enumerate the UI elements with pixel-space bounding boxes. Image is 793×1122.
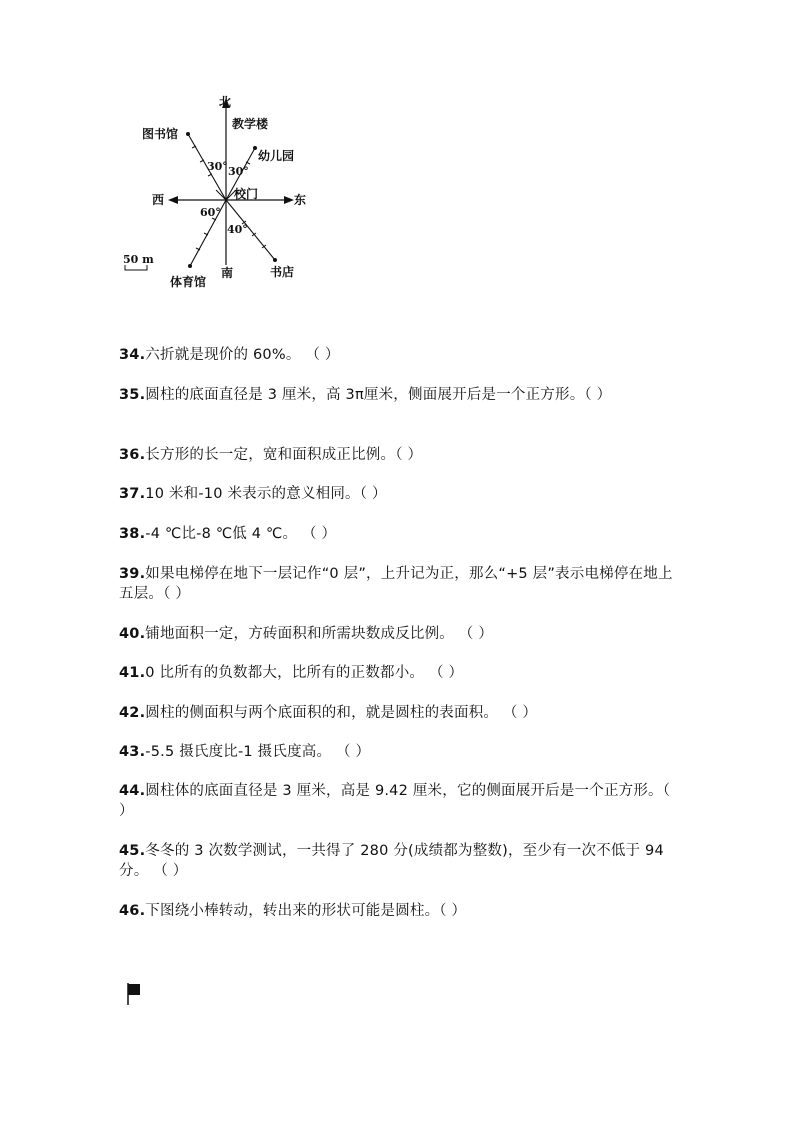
label-angle-gym: 60° [200, 206, 221, 219]
question-46 [119, 901, 679, 921]
question-39 [119, 564, 679, 604]
east-arrowhead [284, 196, 294, 204]
question-44 [119, 781, 679, 821]
library-point [186, 132, 190, 136]
label-north: 北 [219, 95, 232, 109]
question-number: 46. [119, 903, 146, 919]
question-number: 37. [119, 486, 146, 502]
label-east: 东 [294, 193, 307, 207]
question-number: 45. [119, 843, 146, 859]
question-text: 下图绕小棒转动，转出来的形状可能是圆柱。（ ） [145, 903, 467, 919]
question-43 [119, 742, 679, 762]
question-45 [119, 841, 679, 881]
label-scale: 50 m [123, 253, 154, 266]
question-number: 44. [119, 783, 146, 799]
question-text: -5.5 摄氏度比-1 摄氏度高。 （ ） [145, 744, 371, 760]
west-arrowhead [168, 196, 178, 204]
label-angle-bookstore: 40° [227, 223, 248, 236]
question-number: 35. [119, 387, 146, 403]
question-text: 长方形的长一定，宽和面积成正比例。（ ） [145, 447, 423, 463]
flag-rectangle [128, 984, 140, 995]
label-angle-library: 30° [207, 160, 228, 173]
question-text: 圆柱的底面直径是 3 厘米，高 3π厘米，侧面展开后是一个正方形。（ ） [145, 387, 612, 403]
question-text: -4 ℃比-8 ℃低 4 ℃。 （ ） [145, 526, 337, 542]
question-41 [119, 663, 679, 683]
label-south: 南 [221, 266, 234, 280]
question-text: 圆柱的侧面积与两个底面积的和，就是圆柱的表面积。 （ ） [145, 705, 538, 721]
question-number: 38. [119, 526, 146, 542]
question-35 [119, 385, 679, 405]
label-library: 图书馆 [142, 127, 179, 141]
question-number: 42. [119, 705, 146, 721]
question-text: 冬冬的 3 次数学测试，一共得了 280 分(成绩都为整数)，至少有一次不低于 94 分。 （ ） [119, 843, 664, 879]
label-teaching-building: 教学楼 [232, 117, 269, 131]
bookstore-point [273, 258, 277, 262]
label-angle-kindergarten: 30° [228, 165, 249, 178]
flag-stick-figure [126, 983, 142, 1005]
question-36 [119, 445, 679, 465]
direction-map-diagram [112, 90, 322, 295]
label-west: 西 [152, 193, 165, 207]
question-number: 43. [119, 744, 146, 760]
question-40 [119, 624, 679, 644]
question-34 [119, 345, 679, 365]
label-bookstore: 书店 [270, 265, 295, 279]
question-number: 41. [119, 665, 146, 681]
question-text: 圆柱体的底面直径是 3 厘米，高是 9.42 厘米，它的侧面展开后是一个正方形。（ ） [119, 783, 671, 819]
kindergarten-point [253, 146, 257, 150]
question-38 [119, 524, 679, 544]
label-kindergarten: 幼儿园 [258, 149, 295, 163]
question-number: 40. [119, 626, 146, 642]
question-37 [119, 484, 679, 504]
question-42 [119, 703, 679, 723]
question-text: 如果电梯停在地下一层记作“0 层”，上升记为正，那么“+5 层”表示电梯停在地上五层。（ ） [119, 566, 673, 602]
question-number: 34. [119, 347, 146, 363]
label-school-gate: 校门 [234, 187, 259, 201]
question-text: 0 比所有的负数都大，比所有的正数都小。 （ ） [145, 665, 464, 681]
label-gym: 体育馆 [170, 275, 207, 289]
question-text: 10 米和-10 米表示的意义相同。（ ） [145, 486, 387, 502]
question-number: 39. [119, 566, 146, 582]
question-text: 六折就是现价的 60%。 （ ） [145, 347, 340, 363]
question-text: 铺地面积一定，方砖面积和所需块数成反比例。 （ ） [145, 626, 494, 642]
question-number: 36. [119, 447, 146, 463]
gym-point [188, 264, 192, 268]
